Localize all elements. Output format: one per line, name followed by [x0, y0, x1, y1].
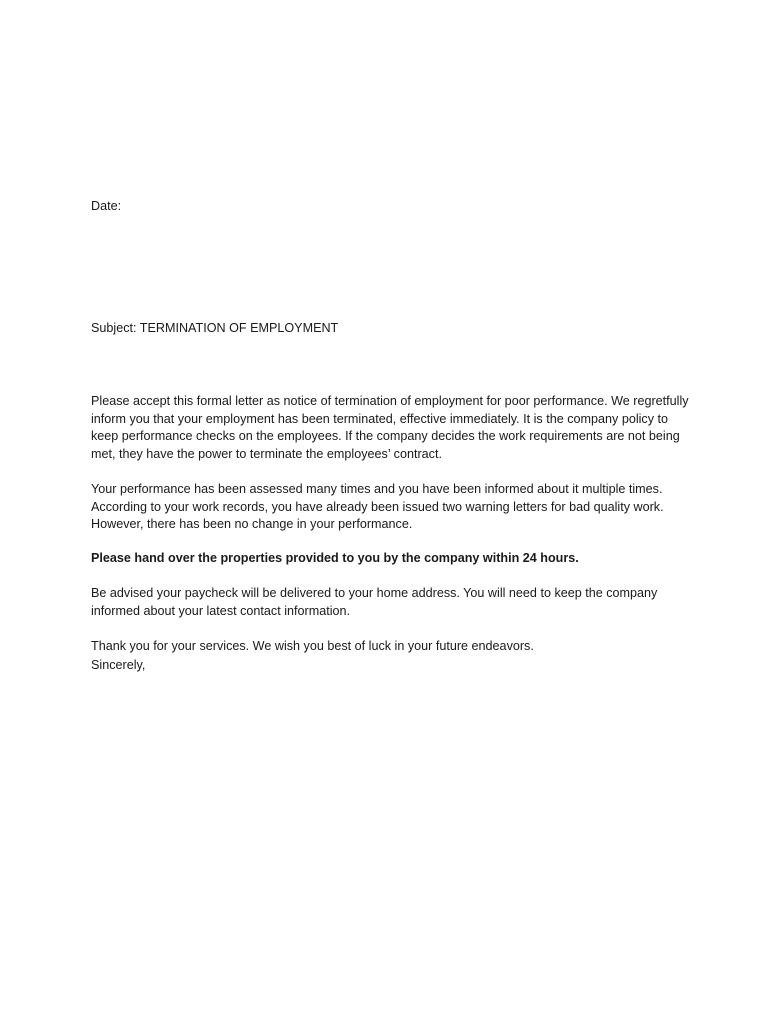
subject-line: Subject: TERMINATION OF EMPLOYMENT — [91, 321, 339, 335]
paragraph-thanks: Thank you for your services. We wish you best of luck in your future endeavors. — [91, 639, 534, 653]
paragraph-termination-notice: Please accept this formal letter as notice of termination of employment for poor performance. We regretfully inform you that your employment has been terminated, effective immediately. It is the company policy to keep performance checks on the employees. If the company decides the work requirements are not being met, they have the power to terminate the employees’ contract. — [91, 394, 689, 461]
paragraph-return-property: Please hand over the properties provided to you by the company within 24 hours. — [91, 551, 579, 565]
paragraph-performance-history: Your performance has been assessed many times and you have been informed about it multiple times. According to your work records, you have already been issued two warning letters for bad quality work. However, there has been no change in your performance. — [91, 482, 664, 531]
paragraph-paycheck: Be advised your paycheck will be delivered to your home address. You will need to keep the company informed about your latest contact information. — [91, 586, 658, 618]
closing-sincerely: Sincerely, — [91, 658, 146, 672]
date-label: Date: — [91, 199, 122, 213]
